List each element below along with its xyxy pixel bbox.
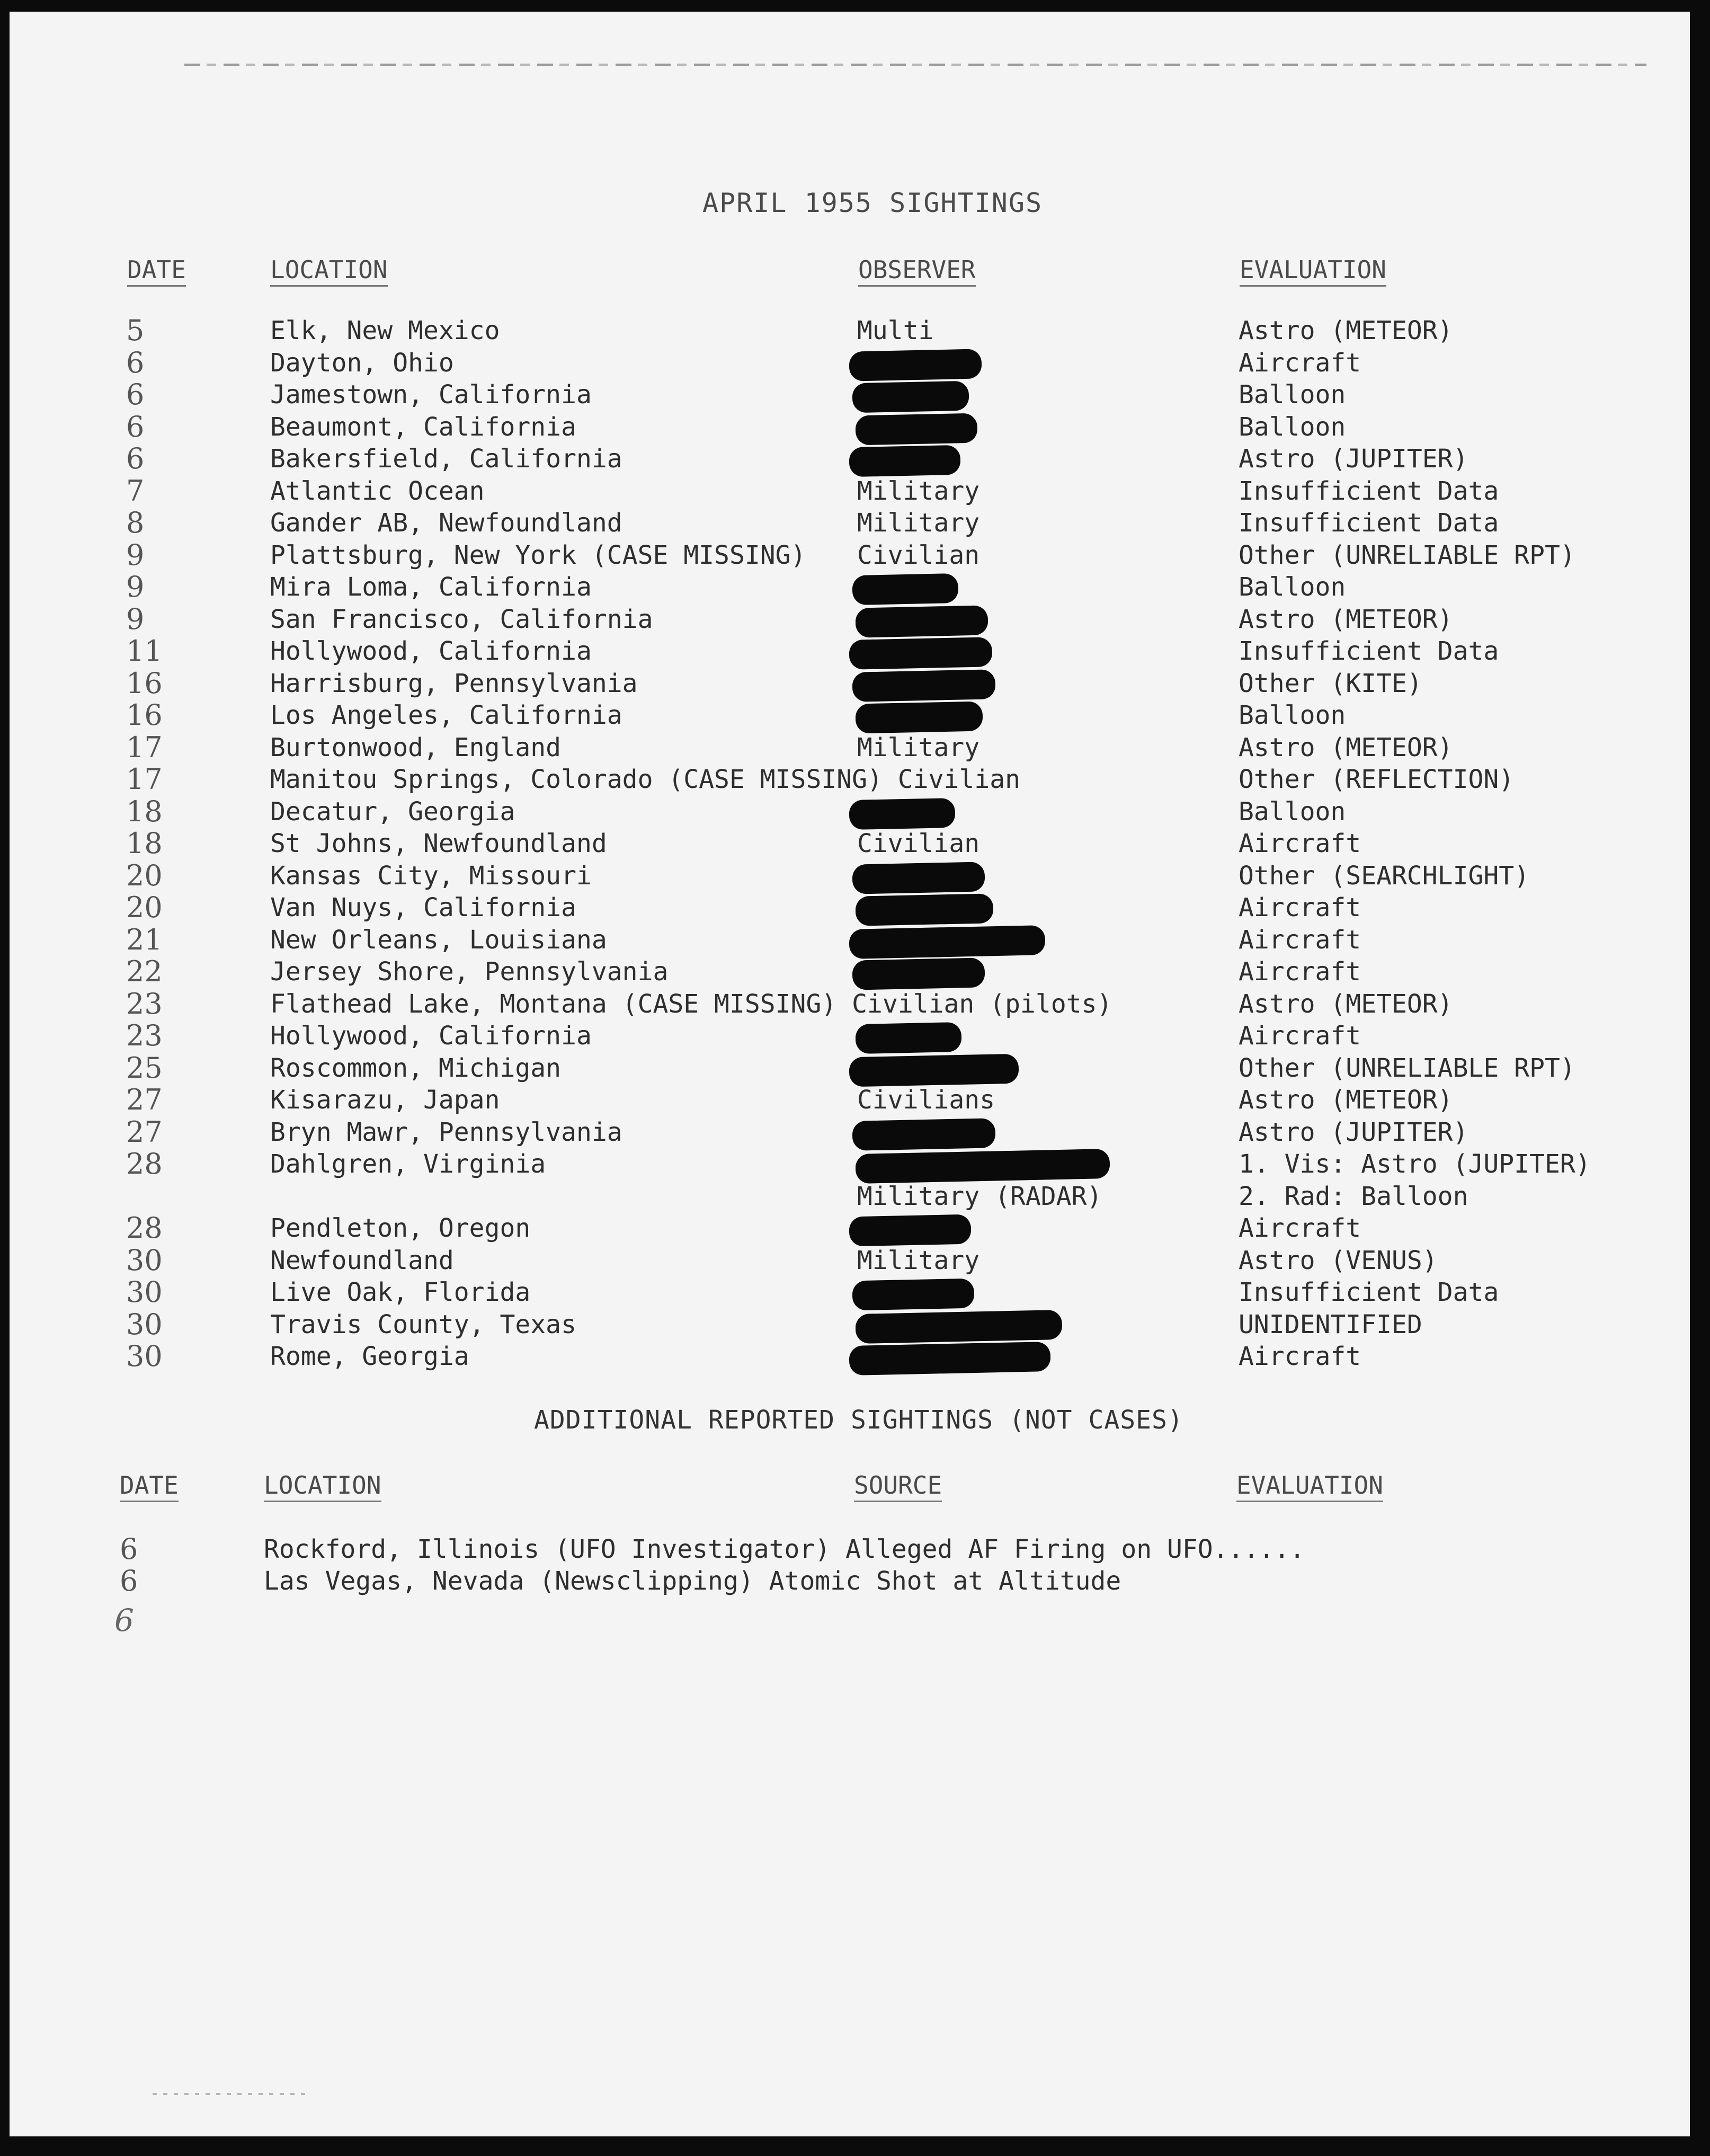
row-32-date: 30 <box>126 1307 163 1341</box>
row-25-date: 27 <box>126 1083 163 1116</box>
row-26-location: Bryn Mawr, Pennsylvania <box>270 1117 622 1147</box>
row-30-observer: Military <box>857 1245 980 1275</box>
additional-row-2-text: Las Vegas, Nevada (Newsclipping) Atomic Shot at Altitude <box>264 1566 1121 1596</box>
additional-header-source: SOURCE <box>854 1470 942 1502</box>
bottom-edge-marks <box>153 2093 311 2095</box>
row-2-location: Dayton, Ohio <box>270 348 454 378</box>
handwritten-annotation: 6 <box>114 1602 134 1638</box>
row-19-location: Van Nuys, California <box>270 893 576 922</box>
row-24-evaluation: Other (UNRELIABLE RPT) <box>1239 1053 1575 1083</box>
row-29-evaluation: Aircraft <box>1239 1213 1361 1243</box>
row-27-date: 28 <box>126 1147 163 1181</box>
row-27-location: Dahlgren, Virginia <box>270 1149 546 1179</box>
redaction-bar <box>849 637 992 670</box>
row-29-date: 28 <box>126 1211 163 1245</box>
redaction-bar <box>852 381 969 413</box>
row-30-location: Newfoundland <box>270 1245 454 1275</box>
row-13-date: 16 <box>126 698 163 732</box>
row-22-evaluation: Astro (METEOR) <box>1239 989 1453 1019</box>
redaction-bar <box>852 669 995 702</box>
redaction-bar <box>849 1214 971 1247</box>
row-24-location: Roscommon, Michigan <box>270 1053 562 1083</box>
header-location: LOCATION <box>270 254 388 287</box>
row-14-evaluation: Astro (METEOR) <box>1239 732 1453 762</box>
row-17-location: St Johns, Newfoundland <box>270 829 607 858</box>
header-observer: OBSERVER <box>858 254 976 287</box>
redaction-bar <box>852 957 985 990</box>
row-13-evaluation: Balloon <box>1239 700 1346 730</box>
redaction-bar <box>855 893 993 926</box>
additional-header-date: DATE <box>120 1470 179 1502</box>
row-20-date: 21 <box>126 922 163 956</box>
redaction-bar <box>849 445 960 477</box>
row-1-evaluation: Astro (METEOR) <box>1239 316 1453 345</box>
redaction-bar <box>849 349 982 381</box>
row-28-evaluation: 2. Rad: Balloon <box>1239 1181 1468 1211</box>
redaction-bar <box>855 1022 961 1054</box>
row-22-location: Flathead Lake, Montana (CASE MISSING) Civilian (pilots) <box>270 989 1112 1019</box>
row-8-observer: Civilian <box>857 540 980 570</box>
row-12-evaluation: Other (KITE) <box>1239 668 1422 698</box>
document-page <box>10 12 1690 2136</box>
row-17-observer: Civilian <box>857 829 980 858</box>
row-3-evaluation: Balloon <box>1239 380 1346 410</box>
additional-sightings-title: ADDITIONAL REPORTED SIGHTINGS (NOT CASES) <box>534 1405 1183 1435</box>
row-10-date: 9 <box>126 602 145 636</box>
row-14-location: Burtonwood, England <box>270 732 562 762</box>
row-4-date: 6 <box>126 410 145 443</box>
row-8-evaluation: Other (UNRELIABLE RPT) <box>1239 540 1575 570</box>
row-17-date: 18 <box>126 827 163 860</box>
row-5-location: Bakersfield, California <box>270 444 622 474</box>
row-23-date: 23 <box>126 1019 163 1052</box>
row-9-location: Mira Loma, California <box>270 572 592 602</box>
row-5-evaluation: Astro (JUPITER) <box>1239 444 1468 474</box>
row-26-evaluation: Astro (JUPITER) <box>1239 1117 1468 1147</box>
row-6-observer: Military <box>857 476 980 506</box>
redaction-bar <box>849 925 1045 959</box>
row-21-date: 22 <box>126 955 163 988</box>
row-21-location: Jersey Shore, Pennsylvania <box>270 957 669 987</box>
row-17-evaluation: Aircraft <box>1239 829 1361 858</box>
row-29-location: Pendleton, Oregon <box>270 1213 531 1243</box>
row-1-date: 5 <box>126 314 145 347</box>
row-5-date: 6 <box>126 442 145 475</box>
row-23-evaluation: Aircraft <box>1239 1021 1361 1051</box>
redaction-bar <box>852 1118 995 1151</box>
row-33-evaluation: Aircraft <box>1239 1342 1361 1371</box>
redaction-bar <box>852 862 985 894</box>
additional-header-evaluation: EVALUATION <box>1236 1470 1383 1502</box>
row-6-date: 7 <box>126 474 145 508</box>
row-30-evaluation: Astro (VENUS) <box>1239 1245 1438 1275</box>
row-6-evaluation: Insufficient Data <box>1239 476 1499 506</box>
redaction-bar <box>849 797 955 829</box>
redaction-bar <box>852 573 958 605</box>
additional-row-1-date: 6 <box>120 1532 138 1566</box>
row-7-evaluation: Insufficient Data <box>1239 508 1499 538</box>
row-10-location: San Francisco, California <box>270 604 653 634</box>
row-24-date: 25 <box>126 1051 163 1085</box>
row-6-location: Atlantic Ocean <box>270 476 485 506</box>
additional-header-location: LOCATION <box>264 1470 381 1502</box>
row-3-location: Jamestown, California <box>270 380 592 410</box>
row-4-evaluation: Balloon <box>1239 412 1346 442</box>
row-8-location: Plattsburg, New York (CASE MISSING) <box>270 540 806 570</box>
row-20-evaluation: Aircraft <box>1239 925 1361 955</box>
row-21-evaluation: Aircraft <box>1239 957 1361 987</box>
row-1-observer: Multi <box>857 316 934 345</box>
row-15-evaluation: Other (REFLECTION) <box>1239 765 1515 794</box>
row-25-observer: Civilians <box>857 1085 995 1115</box>
row-3-date: 6 <box>126 378 145 411</box>
row-2-evaluation: Aircraft <box>1239 348 1361 378</box>
row-12-location: Harrisburg, Pennsylvania <box>270 668 638 698</box>
additional-row-1-text: Rockford, Illinois (UFO Investigator) Alleged AF Firing on UFO...... <box>264 1534 1305 1564</box>
row-23-location: Hollywood, California <box>270 1021 592 1051</box>
row-33-date: 30 <box>126 1339 163 1373</box>
redaction-bar <box>855 1149 1110 1184</box>
row-19-date: 20 <box>126 891 163 924</box>
additional-row-2-date: 6 <box>120 1564 138 1598</box>
row-15-location: Manitou Springs, Colorado (CASE MISSING) Civilian <box>270 765 1021 794</box>
row-16-location: Decatur, Georgia <box>270 796 515 827</box>
row-20-location: New Orleans, Louisiana <box>270 925 607 955</box>
row-25-evaluation: Astro (METEOR) <box>1239 1085 1453 1115</box>
row-13-location: Los Angeles, California <box>270 700 622 730</box>
row-31-evaluation: Insufficient Data <box>1239 1277 1499 1307</box>
row-32-evaluation: UNIDENTIFIED <box>1239 1309 1422 1339</box>
redaction-bar <box>852 1279 974 1311</box>
row-10-evaluation: Astro (METEOR) <box>1239 604 1453 634</box>
row-7-location: Gander AB, Newfoundland <box>270 508 622 538</box>
row-1-location: Elk, New Mexico <box>270 316 500 345</box>
row-2-date: 6 <box>126 345 145 379</box>
row-22-date: 23 <box>126 987 163 1021</box>
top-edge-marks <box>184 64 1646 66</box>
row-9-evaluation: Balloon <box>1239 572 1346 602</box>
row-25-location: Kisarazu, Japan <box>270 1085 500 1115</box>
row-28-observer: Military (RADAR) <box>857 1181 1102 1211</box>
row-18-date: 20 <box>126 858 163 892</box>
row-4-location: Beaumont, California <box>270 412 576 442</box>
row-11-evaluation: Insufficient Data <box>1239 636 1499 666</box>
page-title: APRIL 1955 SIGHTINGS <box>702 188 1043 218</box>
row-9-date: 9 <box>126 570 145 604</box>
header-date: DATE <box>127 254 186 287</box>
header-evaluation: EVALUATION <box>1240 254 1386 287</box>
row-11-location: Hollywood, California <box>270 636 592 666</box>
row-8-date: 9 <box>126 538 145 572</box>
row-31-date: 30 <box>126 1275 163 1309</box>
row-33-location: Rome, Georgia <box>270 1342 469 1371</box>
row-14-observer: Military <box>857 732 980 762</box>
redaction-bar <box>849 1342 1050 1376</box>
row-30-date: 30 <box>126 1243 163 1277</box>
redaction-bar <box>855 1309 1062 1343</box>
row-7-date: 8 <box>126 506 145 539</box>
row-16-date: 18 <box>126 794 163 828</box>
redaction-bar <box>849 1053 1019 1087</box>
row-18-location: Kansas City, Missouri <box>270 860 592 891</box>
row-19-evaluation: Aircraft <box>1239 893 1361 922</box>
row-27-evaluation: 1. Vis: Astro (JUPITER) <box>1239 1149 1591 1179</box>
row-26-date: 27 <box>126 1115 163 1149</box>
row-12-date: 16 <box>126 666 163 700</box>
redaction-bar <box>855 701 983 733</box>
row-7-observer: Military <box>857 508 980 538</box>
row-16-evaluation: Balloon <box>1239 796 1346 827</box>
redaction-bar <box>855 605 988 637</box>
row-32-location: Travis County, Texas <box>270 1309 576 1339</box>
redaction-bar <box>855 413 977 445</box>
row-18-evaluation: Other (SEARCHLIGHT) <box>1239 860 1530 891</box>
row-15-date: 17 <box>126 762 163 796</box>
row-11-date: 11 <box>126 634 163 668</box>
row-31-location: Live Oak, Florida <box>270 1277 531 1307</box>
row-14-date: 17 <box>126 730 163 764</box>
